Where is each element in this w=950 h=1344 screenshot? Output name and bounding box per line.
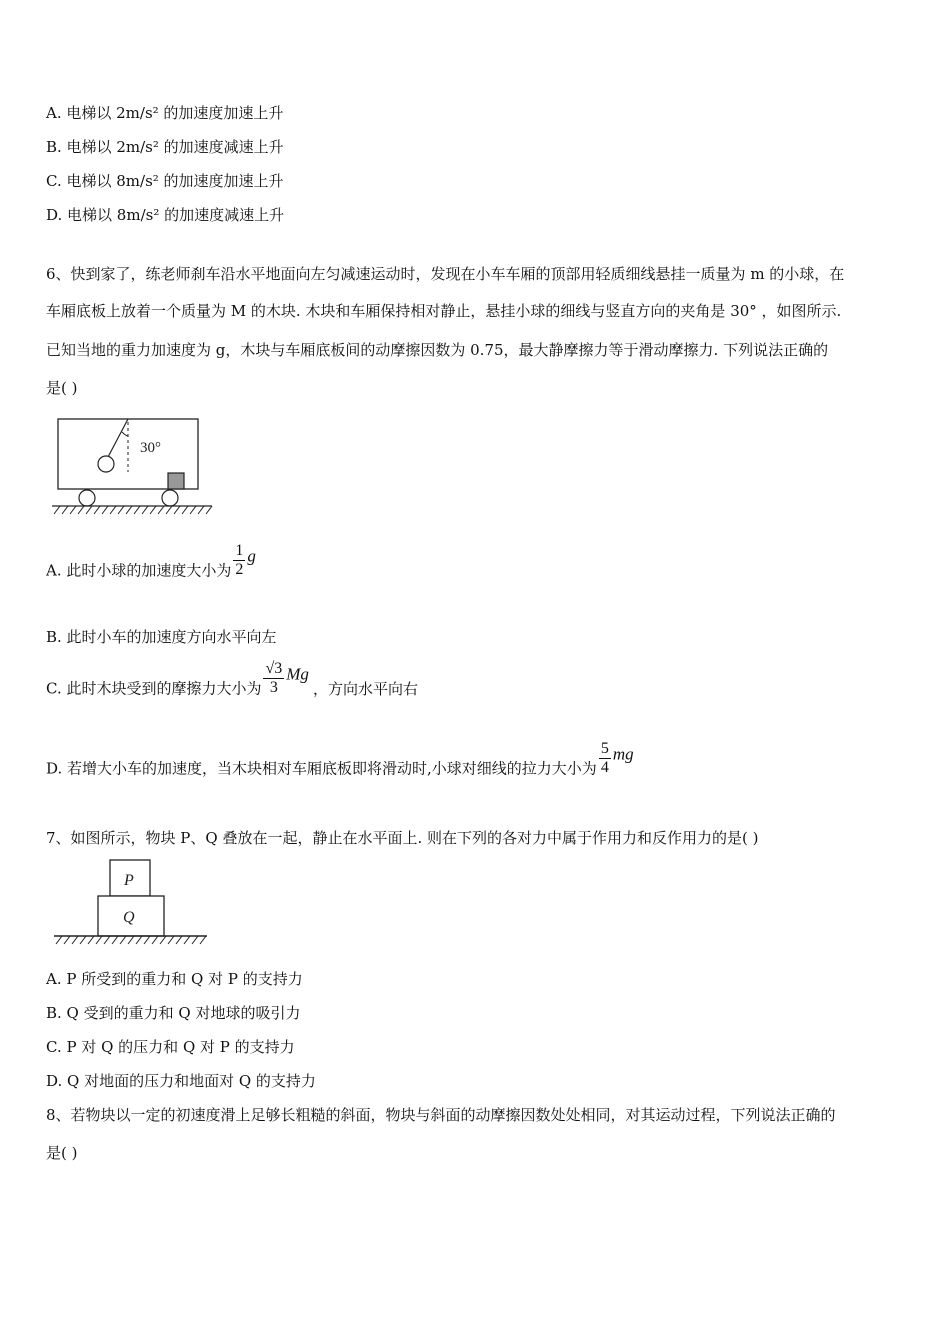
- q7-option-a: A. P 所受到的重力和 Q 对 P 的支持力: [46, 970, 303, 988]
- cart-pendulum-figure: [46, 410, 216, 520]
- variable-g: g: [247, 546, 256, 566]
- q6-option-b: B. 此时小车的加速度方向水平向左: [46, 628, 277, 646]
- cart-wheel-left: [79, 490, 95, 506]
- wooden-block: [168, 473, 184, 489]
- q7-option-c: C. P 对 Q 的压力和 Q 对 P 的支持力: [46, 1038, 295, 1056]
- fraction-sqrt3-over-3: [263, 660, 284, 696]
- q6-option-c: [46, 660, 418, 699]
- q7-stem: 7、如图所示，物块 P、Q 叠放在一起，静止在水平面上. 则在下列的各对力中属于作用力和反作用力的是( ): [46, 829, 759, 847]
- block-p-label: P: [124, 872, 134, 889]
- q5-option-b: B. 电梯以 2m/s² 的加速度减速上升: [46, 138, 284, 156]
- fraction-numerator: 1: [235, 542, 244, 559]
- q6-option-c-text: C. 此时木块受到的摩擦力大小为: [46, 679, 262, 698]
- variable-Mg: Mg: [286, 664, 309, 684]
- q8-stem-line-2: 是( ): [46, 1144, 78, 1162]
- q6-option-d: [46, 740, 634, 779]
- q6-option-a: [46, 542, 256, 581]
- ground-hatching: [56, 936, 206, 944]
- q6-stem-line-4: 是( ): [46, 379, 78, 397]
- variable-mg: mg: [612, 744, 634, 764]
- q6-stem-line-1: 6、快到家了，练老师刹车沿水平地面向左匀减速运动时，发现在小车车厢的顶部用轻质细线悬挂一质量为 m 的小球，在: [46, 265, 845, 283]
- q5-option-a: A. 电梯以 2m/s² 的加速度加速上升: [46, 104, 284, 122]
- pendulum-ball: [98, 456, 114, 472]
- fraction-denominator: 3: [269, 678, 278, 696]
- block-q-label: Q: [123, 909, 135, 926]
- cart-wheel-right: [162, 490, 178, 506]
- fraction-numerator: √3: [265, 660, 283, 677]
- fraction-five-quarters: [599, 740, 611, 776]
- q7-option-d: D. Q 对地面的压力和地面对 Q 的支持力: [46, 1072, 316, 1090]
- q6-option-a-text: A. 此时小球的加速度大小为: [46, 561, 232, 580]
- stacked-blocks-figure: [52, 858, 212, 950]
- q5-option-c: C. 电梯以 8m/s² 的加速度加速上升: [46, 172, 284, 190]
- q8-stem-line-1: 8、若物块以一定的初速度滑上足够长粗糙的斜面，物块与斜面的动摩擦因数处处相同，对其运动过程，下列说法正确的: [46, 1106, 836, 1124]
- fraction-numerator: 5: [600, 740, 609, 757]
- angle-arc: [122, 432, 128, 436]
- q6-option-d-text: D. 若增大小车的加速度，当木块相对车厢底板即将滑动时,小球对细线的拉力大小为: [46, 759, 597, 778]
- fraction-denominator: 4: [600, 758, 609, 776]
- q6-stem-line-3: 已知当地的重力加速度为 g，木块与车厢底板间的动摩擦因数为 0.75，最大静摩擦力等于滑动摩擦力. 下列说法正确的: [46, 341, 829, 359]
- q5-option-d: D. 电梯以 8m/s² 的加速度减速上升: [46, 206, 285, 224]
- q6-stem-line-2: 车厢底板上放着一个质量为 M 的木块. 木块和车厢保持相对静止，悬挂小球的细线与竖直方向的夹角是 30° ，如图所示.: [46, 302, 842, 320]
- q7-option-b: B. Q 受到的重力和 Q 对地球的吸引力: [46, 1004, 301, 1022]
- fraction-one-half: [233, 542, 245, 578]
- pendulum-string: [108, 419, 128, 457]
- ground-hatching: [54, 506, 212, 514]
- q6-option-c-tail: ，方向水平向右: [312, 679, 418, 698]
- angle-label: 30°: [140, 440, 161, 456]
- fraction-denominator: 2: [235, 560, 244, 578]
